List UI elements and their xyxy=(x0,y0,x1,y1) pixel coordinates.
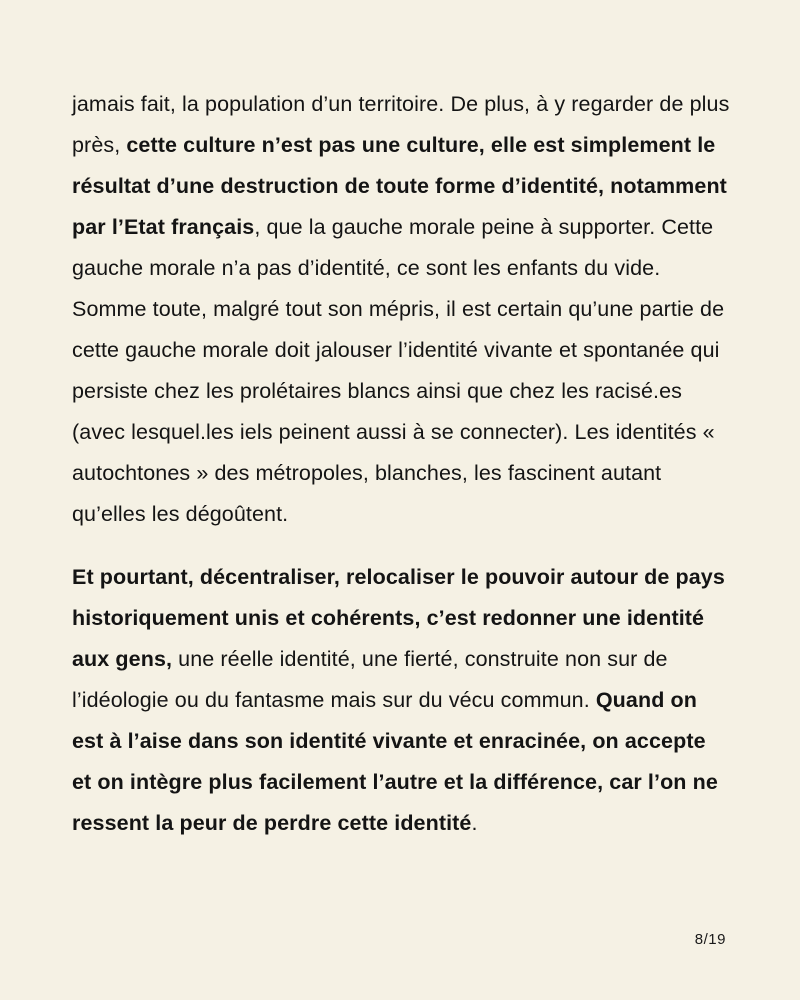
page-number: 8/19 xyxy=(694,931,726,948)
bold-text-run: cette culture n’est pas une culture, elle est simplement le résultat d’une destruction de toute forme d’identité, notamment par l’Etat français xyxy=(72,133,727,239)
text-run: une réelle identité, une fierté, construite non sur de l’idéologie ou du fantasme mais sur du vécu commun. xyxy=(72,647,668,712)
text-run: . xyxy=(471,811,478,835)
body-text xyxy=(72,84,730,844)
bold-text-run: Et pourtant, décentraliser, relocaliser le pouvoir autour de pays historiquement unis et cohérents, c’est redonner une identité aux gens, xyxy=(72,565,725,671)
text-run: jamais fait, la population d’un territoire. De plus, à y regarder de plus près, xyxy=(72,92,730,157)
paragraph xyxy=(72,84,730,535)
text-run: , que la gauche morale peine à supporter. Cette gauche morale n’a pas d’identité, ce sont les enfants du vide. Somme toute, malgré tout son mépris, il est certain qu’une partie de cette gauche morale doit jalouser l’identité vivante et spontanée qui persiste chez les prolétaires blancs ainsi que chez les racisé.es (avec lesquel.les iels peinent aussi à se connecter). Les identités « autochtones » des métropoles, blanches, les fascinent autant qu’elles les dégoûtent. xyxy=(72,215,725,526)
bold-text-run: Quand on est à l’aise dans son identité vivante et enracinée, on accepte et on intègre plus facilement l’autre et la différence, car l’on ne ressent la peur de perdre cette identité xyxy=(72,688,718,835)
paragraph xyxy=(72,557,730,844)
